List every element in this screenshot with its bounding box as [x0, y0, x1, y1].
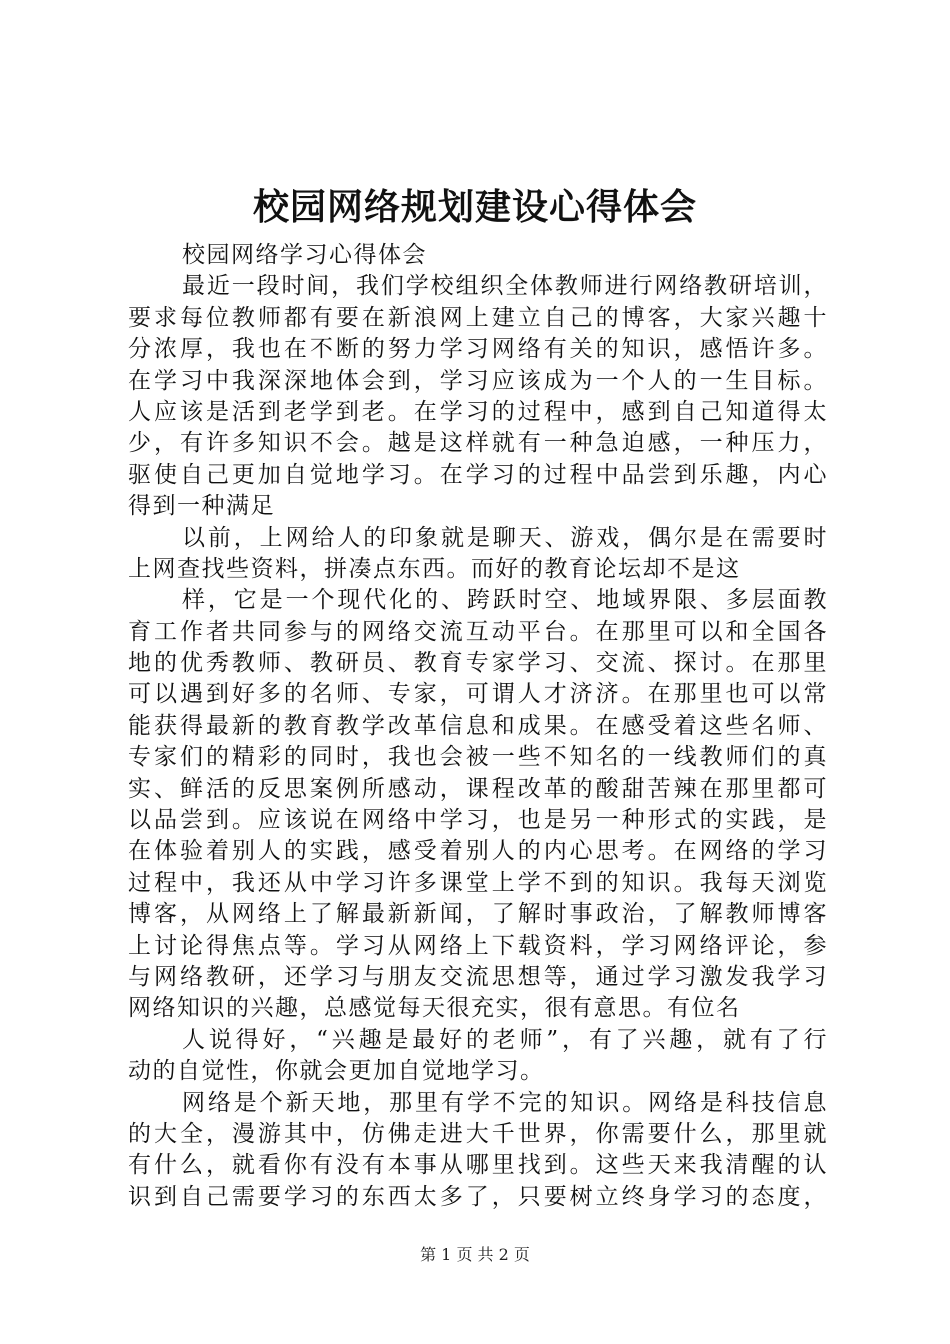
paragraph-line: 与网络教研，还学习与朋友交流思想等，通过学习激发我学习 [128, 963, 828, 990]
paragraph-line: 过程中，我还从中学习许多课堂上学不到的知识。我每天浏览 [128, 869, 828, 896]
subtitle-line: 校园网络学习心得体会 [182, 242, 427, 268]
document-body [128, 240, 828, 1213]
paragraph-line: 上讨论得焦点等。学习从网络上下载资料，学习网络评论，参 [128, 932, 828, 959]
paragraph-line: 得到一种满足 [128, 493, 275, 520]
paragraph-line: 地的优秀教师、教研员、教育专家学习、交流、探讨。在那里 [128, 650, 828, 677]
document-title: 校园网络规划建设心得体会 [252, 186, 697, 228]
paragraph-line: 实、鲜活的反思案例所感动，课程改革的酸甜苦辣在那里都可 [128, 775, 828, 802]
paragraph-line: 人应该是活到老学到老。在学习的过程中，感到自己知道得太 [128, 398, 828, 425]
paragraph-line: 有什么，就看你有没有本事从哪里找到。这些天来我清醒的认 [128, 1152, 828, 1179]
paragraph-line: 样，它是一个现代化的、跨跃时空、地域界限、多层面教 [182, 587, 828, 614]
paragraph-line: 的大全，漫游其中，仿佛走进大千世界，你需要什么，那里就 [128, 1120, 828, 1147]
paragraph-line: 网络知识的兴趣，总感觉每天很充实，很有意思。有位名 [128, 995, 741, 1022]
paragraph-line: 识到自己需要学习的东西太多了，只要树立终身学习的态度， [128, 1183, 828, 1210]
paragraph-line: 育工作者共同参与的网络交流互动平台。在那里可以和全国各 [128, 618, 828, 645]
paragraph-line: 驱使自己更加自觉地学习。在学习的过程中品尝到乐趣，内心 [128, 461, 828, 488]
paragraph-line: 最近一段时间，我们学校组织全体教师进行网络教研培训， [182, 273, 828, 300]
paragraph-line: 分浓厚，我也在不断的努力学习网络有关的知识，感悟许多。 [128, 336, 828, 363]
paragraph-line: 上网查找些资料，拼凑点东西。而好的教育论坛却不是这 [128, 555, 741, 582]
paragraph-line: 以品尝到。应该说在网络中学习，也是另一种形式的实践，是 [128, 807, 828, 834]
page-number-footer: 第 1 页 共 2 页 [420, 1245, 530, 1264]
paragraph-line: 少，有许多知识不会。越是这样就有一种急迫感，一种压力， [128, 430, 828, 457]
paragraph-line: 网络是个新天地，那里有学不完的知识。网络是科技信息 [182, 1089, 828, 1116]
paragraph-line: 动的自觉性，你就会更加自觉地学习。 [128, 1058, 545, 1085]
paragraph-line: 在体验着别人的实践，感受着别人的内心思考。在网络的学习 [128, 838, 828, 865]
paragraph-line: 可以遇到好多的名师、专家，可谓人才济济。在那里也可以常 [128, 681, 828, 708]
paragraph-line: 博客，从网络上了解最新新闻，了解时事政治，了解教师博客 [128, 901, 828, 928]
paragraph-line: 能获得最新的教育教学改革信息和成果。在感受着这些名师、 [128, 712, 828, 739]
paragraph-line: 以前，上网给人的印象就是聊天、游戏，偶尔是在需要时 [182, 524, 828, 551]
paragraph-line: 人说得好，“兴趣是最好的老师”，有了兴趣，就有了行 [182, 1026, 828, 1053]
paragraph-line: 要求每位教师都有要在新浪网上建立自己的博客，大家兴趣十 [128, 304, 828, 331]
paragraph-line: 专家们的精彩的同时，我也会被一些不知名的一线教师们的真 [128, 744, 828, 771]
paragraph-line: 在学习中我深深地体会到，学习应该成为一个人的一生目标。 [128, 367, 828, 394]
